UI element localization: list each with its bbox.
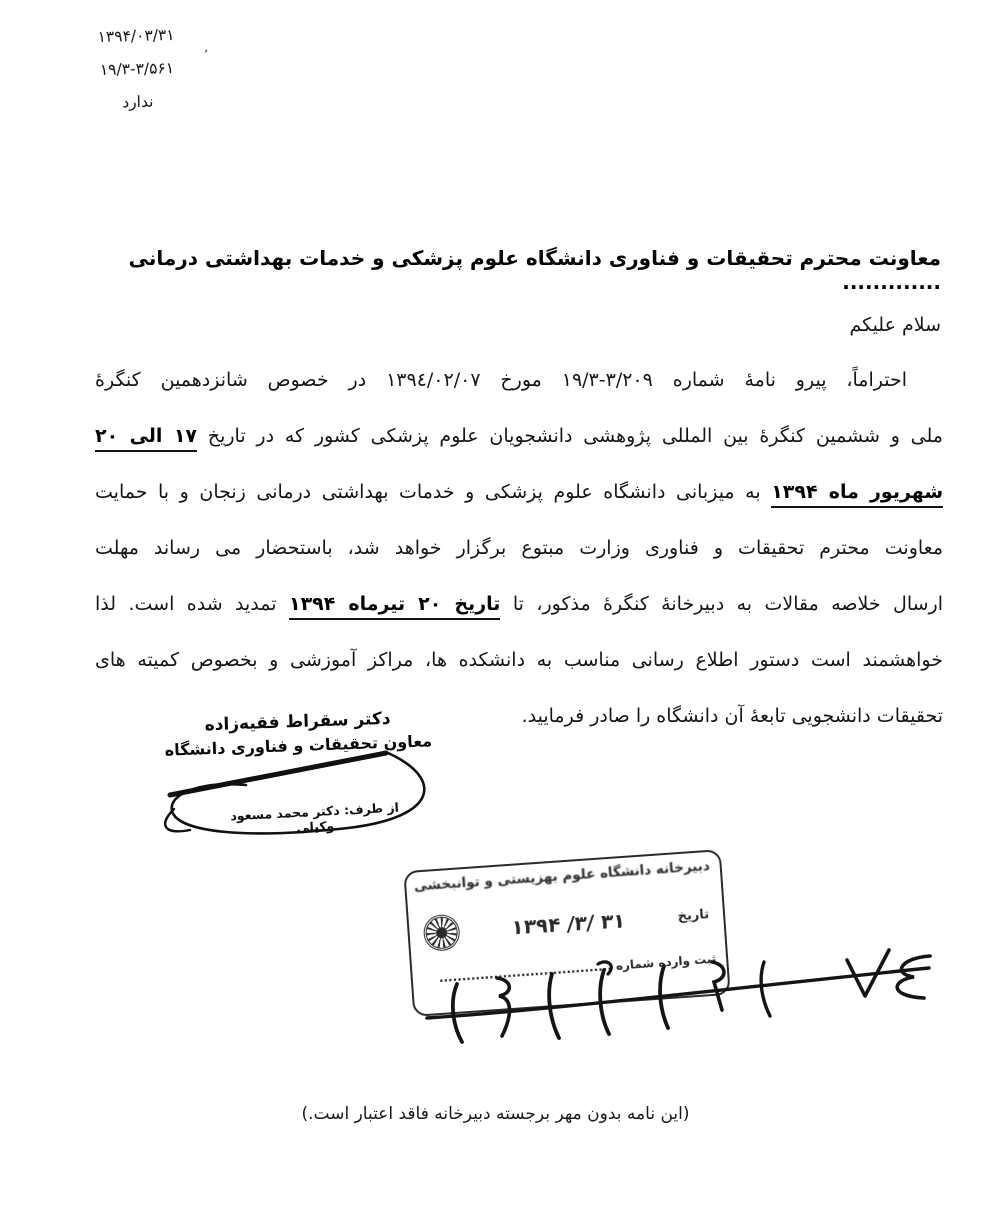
- validity-note: (این نامه بدون مهر برجسته دبیرخانه فاقد اعتبار است.): [301, 1104, 690, 1124]
- body-line-3: شهریور ماه ۱۳۹۴ به میزبانی دانشگاه علوم پزشکی و خدمات بهداشتی درمانی زنجان و با حمایت: [95, 464, 943, 520]
- stamp-entry-row: [422, 952, 716, 986]
- congress-dates-emphasis: ۱۷ الی ۲۰: [95, 425, 197, 452]
- on-behalf-note: از طرف: دکتر محمد مسعود وکیلی: [230, 799, 400, 835]
- congress-month-emphasis: شهریور ماه ۱۳۹۴: [771, 481, 943, 508]
- letter-meta-block: [61, 18, 214, 121]
- body-line-5: ارسال خلاصه مقالات به دبیرخانهٔ کنگرهٔ مذکور، تا تاریخ ۲۰ تیرماه ۱۳۹۴ تمدید شده است. لذا: [95, 576, 943, 632]
- body-line-2: ملی و ششمین کنگرهٔ بین المللی پژوهشی دانشجویان علوم پزشکی کشور که در تاریخ ۱۷ الی ۲۰: [95, 408, 943, 464]
- stamp-date-label: تاریخ: [677, 906, 710, 924]
- secretariat-stamp: [403, 849, 730, 1017]
- deadline-date-emphasis: تاریخ ۲۰ تیرماه ۱۳۹۴: [289, 593, 500, 620]
- stamp-date-row: [418, 896, 714, 952]
- signer-role: معاون تحقیقات و فناوری دانشگاه: [164, 731, 433, 760]
- letter-attachment: ندارد: [122, 92, 154, 112]
- body-line-1: احتراماً، پیرو نامهٔ شماره ⁦۱۹/۳-۳/۲۰۹⁩ مورخ ⁦۱۳۹٤/۰۲/۰۷⁩ در خصوص شانزدهمین کنگرهٔ: [95, 369, 907, 391]
- scan-speck: ٬: [201, 47, 209, 64]
- stamp-handwritten-date: ۳۱ /۳/ ۱۳۹۴: [511, 908, 626, 940]
- signer-name: دکتر سقراط فقیه‌زاده: [204, 708, 391, 736]
- body-line-7: تحقیقات دانشجویی تابعهٔ آن دانشگاه را صادر فرمایید.: [521, 705, 943, 727]
- stamp-entry-dots: ......................................: [438, 958, 613, 986]
- greeting-text: سلام علیکم: [849, 314, 941, 336]
- signature-block: [157, 705, 439, 763]
- body-line-4: معاونت محترم تحقیقات و فناوری وزارت مبتوع برگزار خواهد شد، باستحضار می رساند مهلت: [95, 537, 943, 559]
- recipient-title: معاونت محترم تحقیقات و فناوری دانشگاه علوم پزشکی و خدمات بهداشتی درمانی .............: [128, 246, 941, 294]
- letter-body: [95, 352, 943, 744]
- letter-ref-number: ⁦۱۹/۳-۳/۵۶۱⁩: [99, 59, 175, 79]
- stamp-org-name: دبیرخانه دانشگاه علوم بهزیستی و توانبخشی: [413, 857, 711, 895]
- stamp-entry-label: ثبت وارده شماره: [615, 951, 717, 973]
- body-line-6: خواهشمند است دستور اطلاع رسانی مناسب به دانشکده ها، مراکز آموزشی و بخصوص کمیته های: [95, 649, 943, 671]
- letter-date: ⁦۱۳۹۴/۰۳/۳۱⁩: [97, 26, 175, 47]
- stamp-emblem-icon: [422, 914, 460, 952]
